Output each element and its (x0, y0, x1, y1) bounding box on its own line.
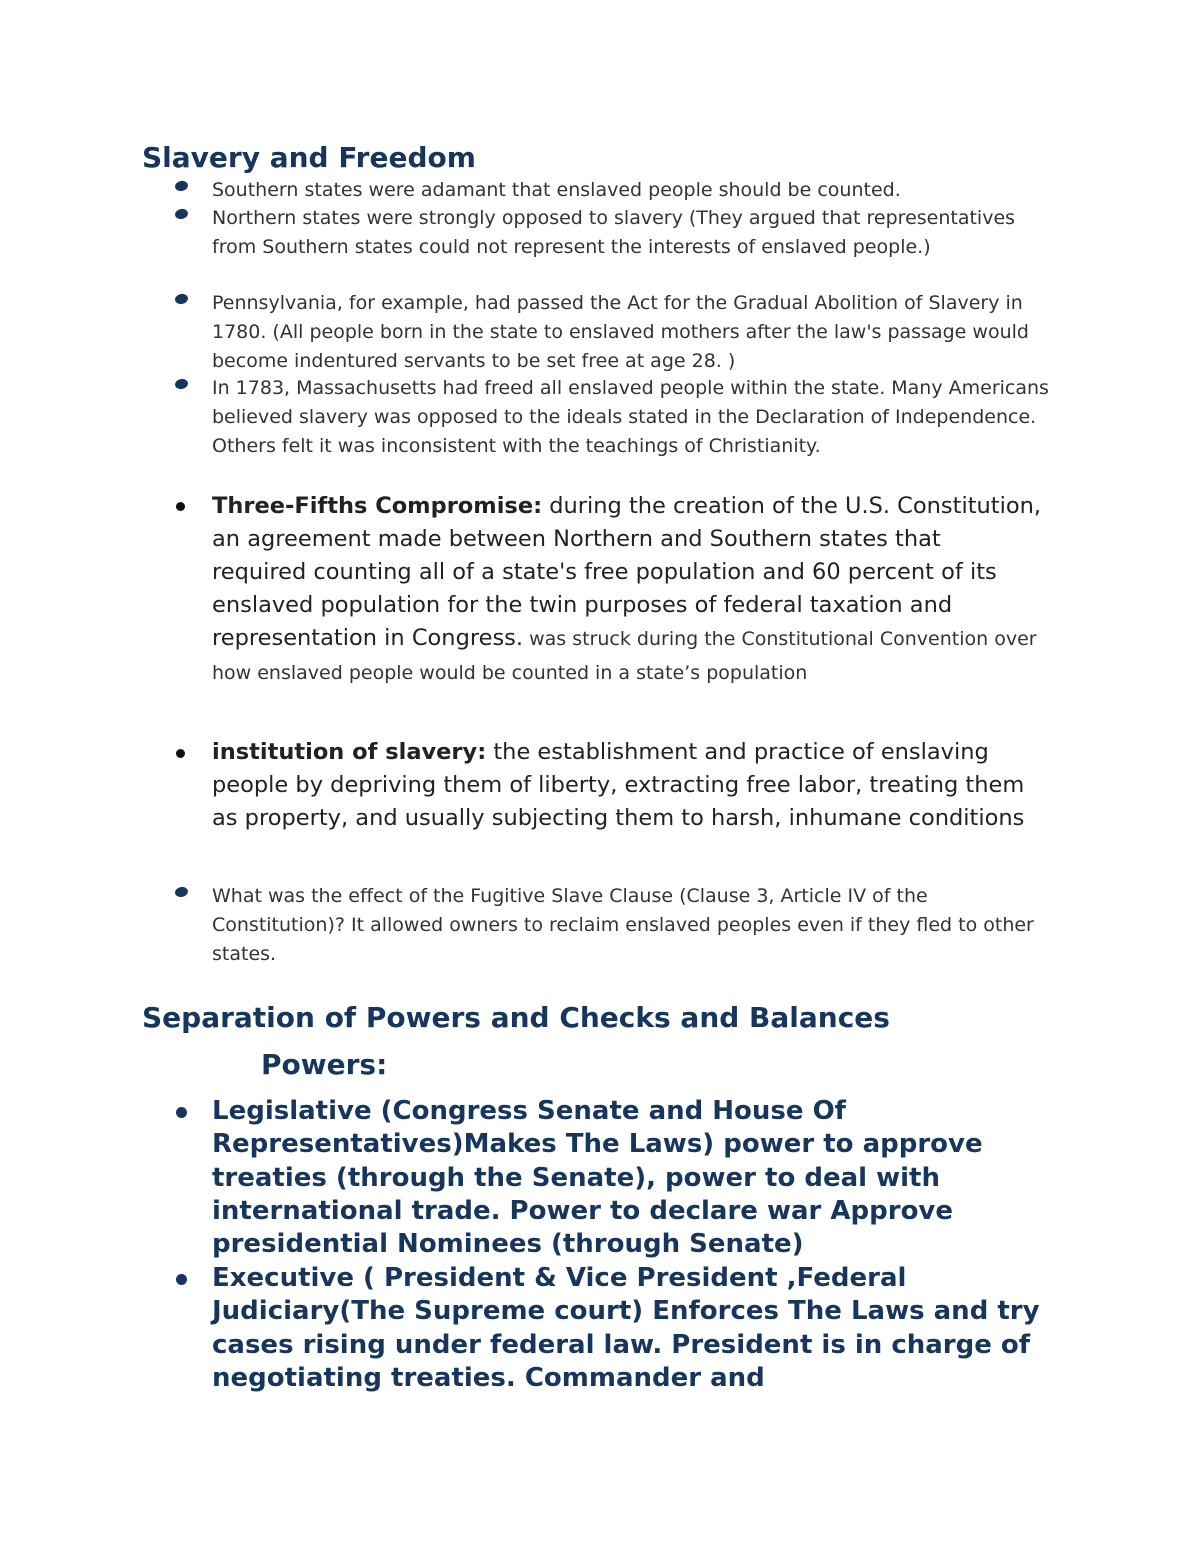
list-item (212, 204, 1032, 262)
item-text: Southern states were adamant that enslaved people should be counted. (212, 179, 901, 201)
bullet-icon (174, 180, 189, 192)
item-text: What was the effect of the Fugitive Slave Clause (Clause 3, Article IV of the Constitution)? It allowed owners to reclaim enslaved peoples even if they fled to other states. (212, 885, 1034, 965)
list-item-three-fifths (212, 490, 1042, 690)
bullet-icon (176, 502, 185, 511)
bullet-icon (174, 378, 189, 390)
item-text: In 1783, Massachusetts had freed all enslaved people within the state. Many Americans believed slavery was opposed to the ideals stated in the Declaration of Independence. Others felt it was inconsistent with the teachings of Christianity. (212, 377, 1049, 457)
list-item-legislative (212, 1095, 1072, 1261)
list-item-institution (212, 736, 1042, 835)
term-institution: institution of slavery: (212, 739, 487, 765)
section-title-slavery: Slavery and Freedom (142, 141, 476, 174)
item-text: Legislative (Congress Senate and House Of Representatives)Makes The Laws) power to approve treaties (through the Senate), power to deal with international trade. Power to declare war Approve presidential Nominees (through Senate) (212, 1096, 983, 1260)
bullet-icon (176, 1107, 187, 1118)
item-text: Northern states were strongly opposed to slavery (They argued that representatives from Southern states could not represent the interests of enslaved people.) (212, 207, 1016, 258)
bullet-icon (174, 886, 189, 898)
item-text: Executive ( President & Vice President ,Federal Judiciary(The Supreme court) Enforces The Laws and try cases rising under federal law. President is in charge of negotiating treaties. Commander and (212, 1263, 1040, 1393)
list-item (212, 289, 1042, 376)
definition-institution: the establishment and practice of enslaving people by depriving them of liberty, extracting free labor, treating them as property, and usually subjecting them to harsh, inhumane conditions (212, 739, 1025, 831)
list-item (212, 176, 1062, 205)
bullet-icon (174, 293, 189, 305)
list-item-executive (212, 1262, 1072, 1395)
bullet-icon (176, 1274, 187, 1285)
bullet-icon (176, 749, 185, 758)
list-item (212, 374, 1057, 461)
item-text: Pennsylvania, for example, had passed the Act for the Gradual Abolition of Slavery in 1780. (All people born in the state to enslaved mothers after the law's passage would become indentured servants to be set free at age 28. ) (212, 292, 1029, 372)
definition-three-fifths: during the creation of the U.S. Constitution, an agreement made between Northern and Southern states that required counting all of a state's free population and 60 percent of its enslaved population for the twin purposes of federal taxation and representation in Congress. (212, 493, 1042, 651)
bullet-icon (174, 208, 189, 220)
tail-three-fifths: was struck during the Constitutional Convention over how enslaved people would be counted in a state’s population (212, 628, 1037, 684)
term-three-fifths: Three-Fifths Compromise: (212, 493, 543, 519)
section-title-separation: Separation of Powers and Checks and Balances (142, 1001, 890, 1034)
list-item (212, 882, 1062, 969)
subtitle-powers: Powers: (261, 1048, 388, 1081)
